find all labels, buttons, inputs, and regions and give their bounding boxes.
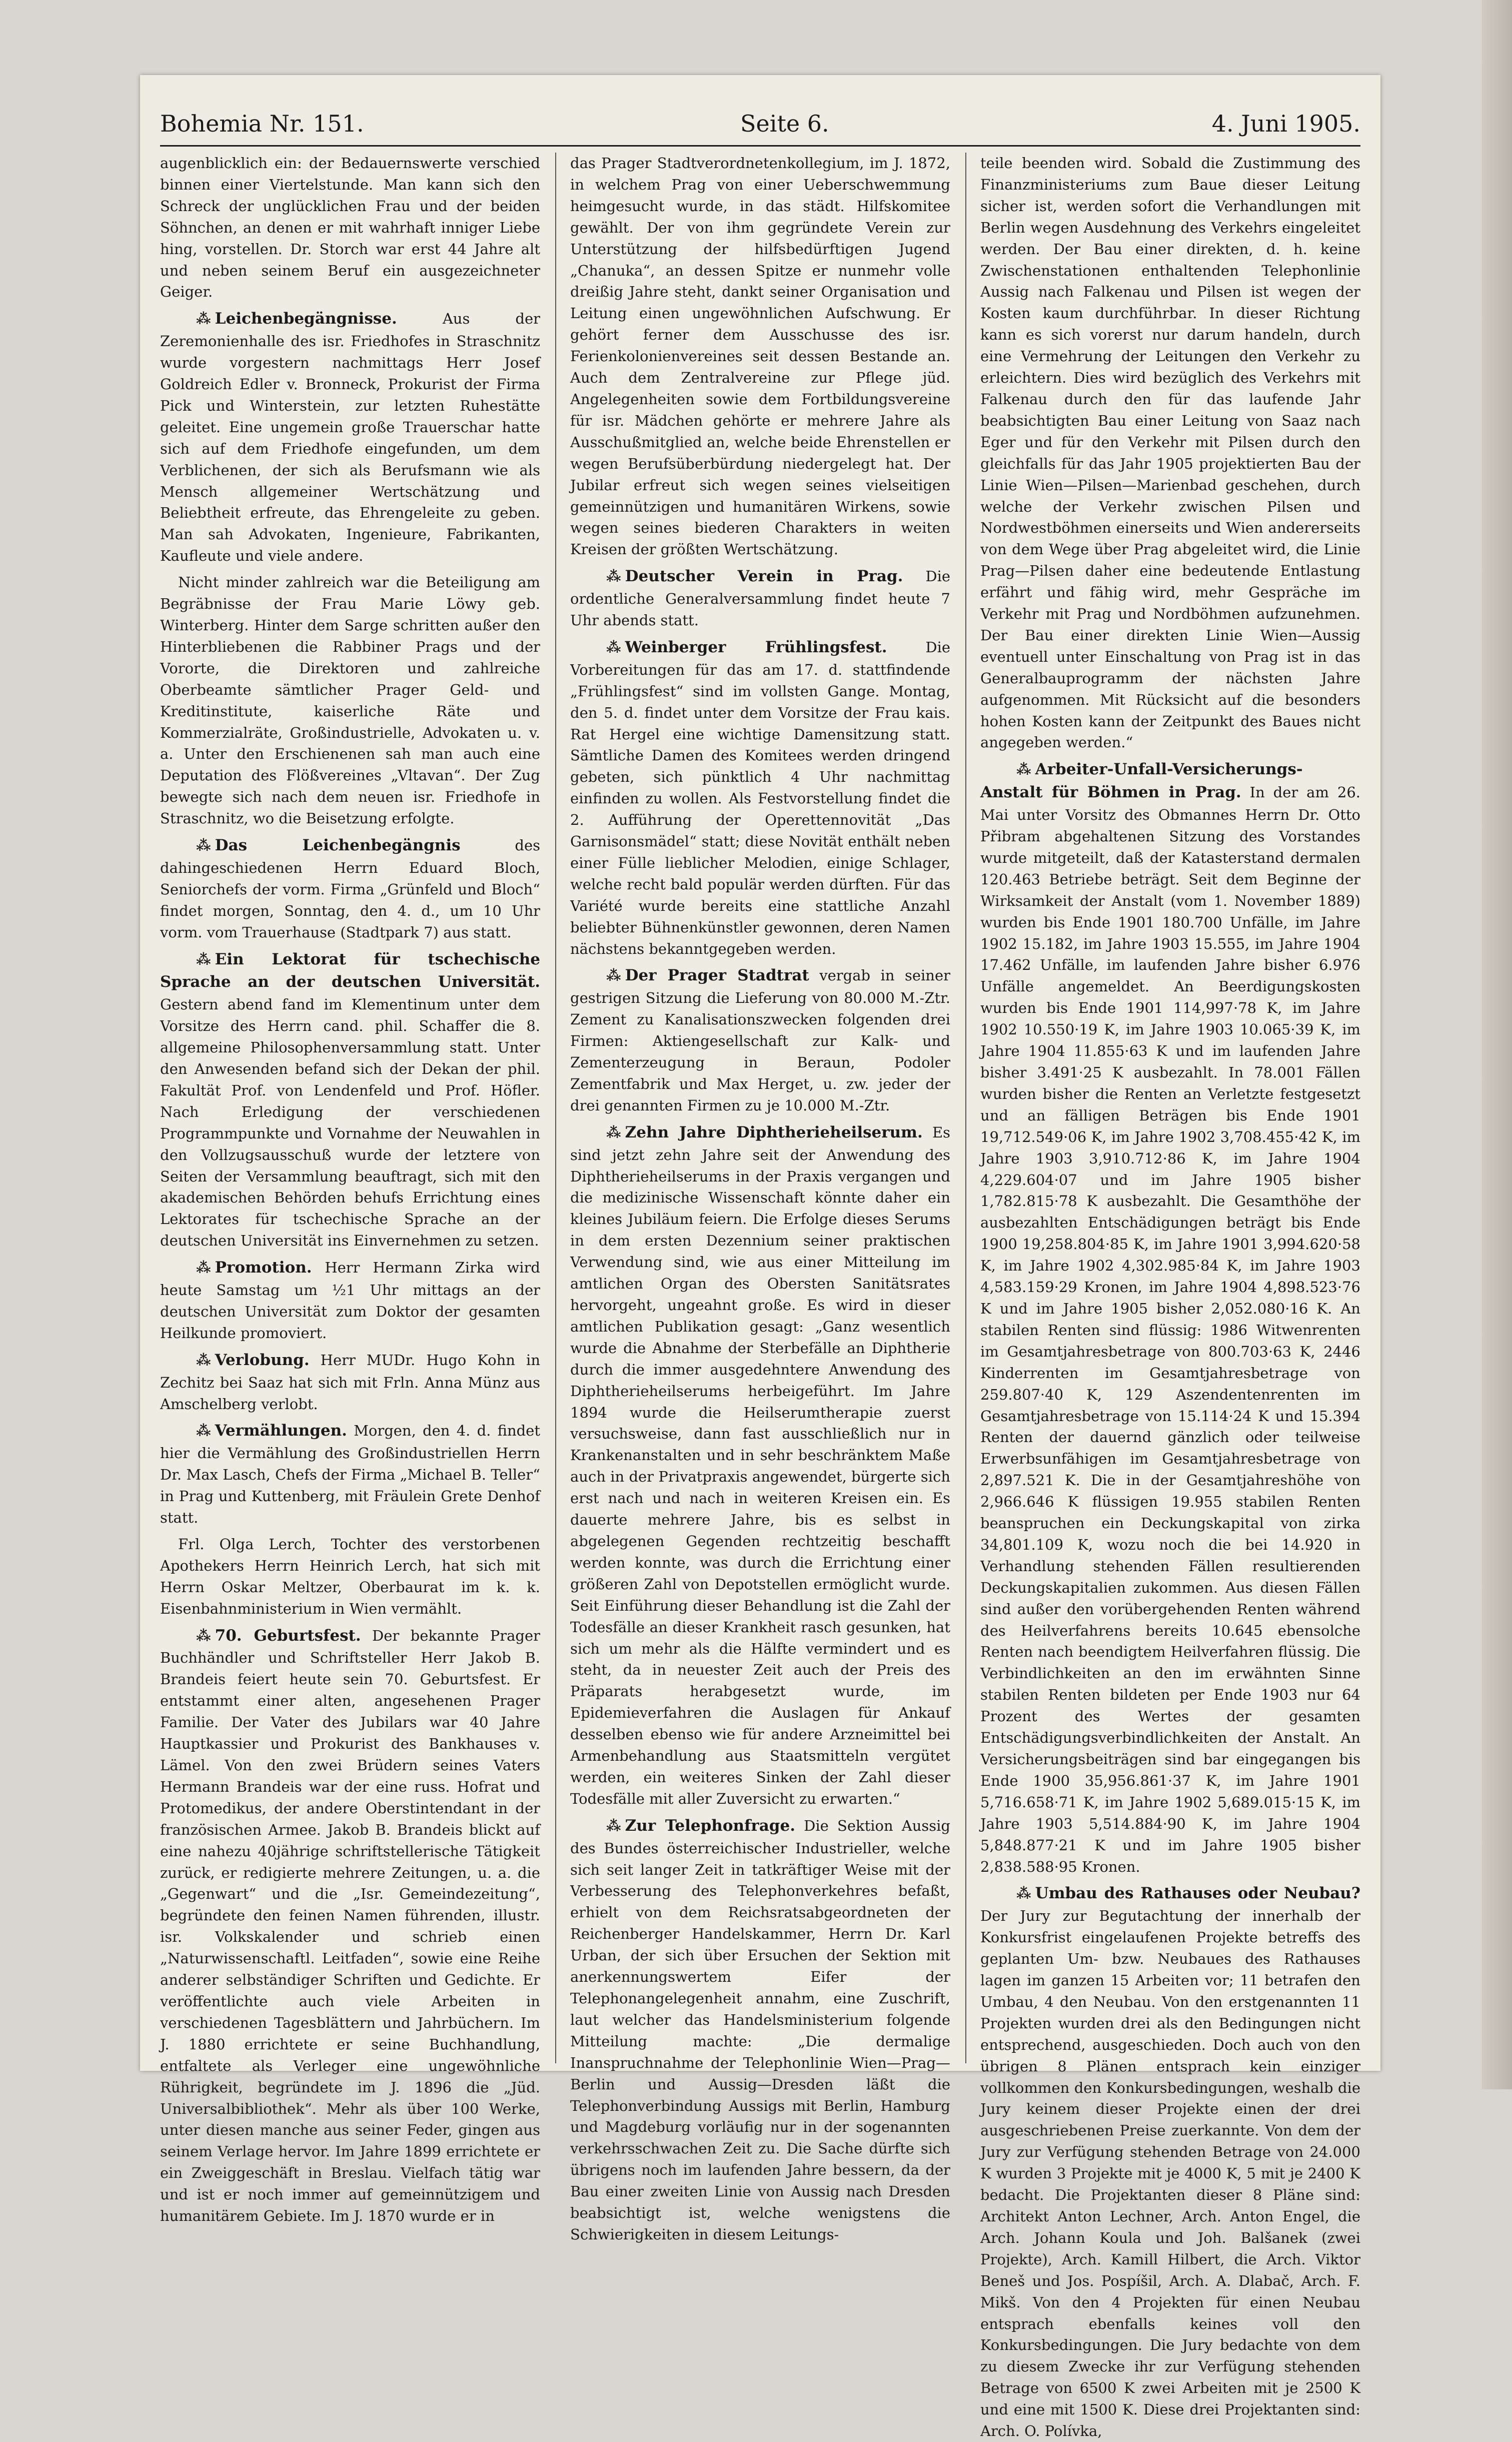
article-paragraph [570, 1121, 950, 1810]
newspaper-page [140, 75, 1380, 2440]
article-text: Die Sektion Aussig des Bundes österreichischer Industrieller, welche sich seit langer Zeit in tatkräftiger Weise mit der Verbesserung des Telephonverkehres befaßt, erhielt von dem Reichsratsabgeordneten der Reichenberger Handelskammer, Herrn Dr. Karl Urban, der sich über Ersuchen der Sektion mit anerkennungswertem Eifer der Telephonangelegenheit annahm, eine Zuschrift, laut welcher das Handelsministerium folgende Mitteilung machte: „Die dermalige Inanspruchnahme der Telephonlinie Wien—Prag—Berlin und Aussig—Dresden läßt die Telephonverbindung Aussigs mit Berlin, Hamburg und Magdeburg vorläufig nur in der sogenannten verkehrsschwachen Zeit zu. Die Sache dürfte sich übrigens noch im laufenden Jahre bessern, da der Bau einer zweiten Linie von Aussig nach Dresden beabsichtigt ist, welche wenigstens die Schwierigkeiten in diesem Leitungs- [570, 1817, 950, 2243]
article-paragraph [980, 758, 1360, 1877]
article-headline: Arbeiter-Unfall-Versicherungs-Anstalt für Böhmen in Prag. [980, 760, 1303, 802]
article-paragraph [160, 153, 540, 303]
article-paragraph [570, 1815, 950, 2245]
article-text: Die Vorbereitungen für das am 17. d. stattfindende „Frühlingsfest“ sind im vollsten Gange. Montag, den 5. d. findet unter dem Vorsitze der Frau kais. Rat Hergel eine wichtige Damensitzung statt. Sämtliche Damen des Komitees werden dringend gebeten, sich pünktlich 4 Uhr nachmittag einfinden zu wollen. Als Festvorstellung findet die 2. Aufführung der Operettennovität „Das Garnisonsmädel“ statt; diese Novität enthält neben einer Fülle lieblicher Melodien, einige Schlager, welche recht bald populär werden dürften. Für das Variété wurde bereits eine stattliche Anzahl beliebter Bühnenkünstler gewonnen, deren Namen nächstens bekanntgegeben werden. [570, 638, 951, 957]
article-headline: Promotion. [215, 1259, 312, 1277]
bullet-ornament: ⁂ [606, 967, 621, 984]
article-paragraph [160, 1625, 540, 2227]
article-text: Herr MUDr. Hugo Kohn in Zechitz bei Saaz hat sich mit Frln. Anna Münz aus Amschelberg verlobt. [160, 1351, 540, 1413]
column-2 [570, 153, 951, 2243]
article-paragraph [570, 153, 950, 560]
bullet-ornament: ⁂ [196, 1351, 211, 1369]
article-headline: Vermählungen. [215, 1422, 347, 1440]
article-paragraph [570, 964, 950, 1116]
article-text: Morgen, den 4. d. findet hier die Vermählung des Großindustriellen Herrn Dr. Max Lasch, Chefs der Firma „Michael B. Teller“ in Prag und Kuttenberg, mit Fräulein Grete Denhof statt. [160, 1422, 541, 1527]
article-headline: Verlobung. [215, 1351, 310, 1369]
article-headline: Weinberger Frühlingsfest. [625, 638, 887, 656]
article-text: Es sind jetzt zehn Jahre seit der Anwendung des Diphtherieheilserums in der Praxis vergangen und die medizinische Wissenschaft könnte daher ein kleines Jubiläum feiern. Die Erfolge dieses Serums in dem ersten Dezennium seiner praktischen Verwendung sind, wie aus einer Mitteilung im amtlichen Organ des Obersten Sanitätsrates hervorgeht, ungeahnt große. Es wird in dieser amtlichen Publikation gesagt: „Ganz wesentlich wurde die Abnahme der Sterbefälle an Diphtherie durch die immer ausgedehntere Anwendung des Diphtherieheilserums herbeigeführt. Im Jahre 1894 wurde die Heilserumtherapie zuerst versuchsweise, dann fast ausschließlich nur in Krankenanstalten und in sehr beschränktem Maße auch in der Privatpraxis angewendet, bürgerte sich erst nach und nach in weiteren Kreisen ein. Es dauerte mehrere Jahre, bis es selbst in abgelegenen Gegenden rechtzeitig beschafft werden konnte, was durch die Errichtung einer größeren Zahl von Depotstellen ermöglicht wurde. Seit Einführung dieser Behandlung ist die Zahl der Todesfälle an dieser Krankheit rasch gesunken, hat sich um mehr als die Hälfte vermindert und es steht, da in neuester Zeit auch der Preis des Präparats herabgesetzt wurde, im Epidemieverfahren die Auslagen für Ankauf desselben ebenso wie für andere Arzneimittel bei Armenbehandlung aus Staatsmitteln vergütet werden, ein weiteres Sinken der Zahl dieser Todesfälle mit aller Zuversicht zu erwarten.“ [570, 1123, 951, 1807]
article-paragraph [980, 1882, 1360, 2442]
bullet-ornament: ⁂ [196, 1259, 211, 1277]
bullet-ornament: ⁂ [606, 568, 621, 585]
article-text: Die ordentliche Generalversammlung findet heute 7 Uhr abends statt. [570, 568, 951, 629]
bullet-ornament: ⁂ [606, 1817, 621, 1834]
column-divider [555, 153, 556, 2063]
article-headline: Deutscher Verein in Prag. [625, 567, 903, 586]
article-text: Herr Hermann Zirka wird heute Samstag um ½1 Uhr mittags an der deutschen Universität zum Doktor der gesamten Heilkunde promoviert. [160, 1259, 540, 1342]
page-header [160, 110, 1360, 145]
article-text: Der Jury zur Begutachtung der innerhalb der Konkursfrist eingelaufenen Projekte betreffs des geplanten Um- bzw. Neubaues des Rathauses lagen im ganzen 15 Arbeiten vor; 11 betrafen den Umbau, 4 den Neubau. Von den erstgenannten 11 Projekten wurden drei als den Bedingungen nicht entsprechend, ausgeschieden. Doch auch von den übrigen 8 Plänen entsprach kein einziger vollkommen den Konkursbedingungen, weshalb die Jury keinem dieser Projekte einen der drei ausgeschriebenen Preise zuerkannte. Von dem der Jury zur Verfügung stehenden Betrage von 24.000 K wurden 3 Projekte mit je 4000 K, 5 mit je 2400 K bedacht. Die Projektanten dieser 8 Pläne sind: Architekt Anton Lechner, Arch. Anton Engel, die Arch. Johann Koula und Joh. Balšanek (zwei Projekte), Arch. Kamill Hilbert, die Arch. Viktor Beneš und Jos. Pospíšil, Arch. A. Dlabač, Arch. F. Mikš. Von den 4 Projekten für einen Neubau entsprach ebenfalls keines voll den Konkursbedingungen. Die Jury bedachte von dem zu diesem Zwecke ihr zur Verfügung stehenden Betrage von 6500 K zwei Arbeiten mit je 2500 K und eine mit 1500 K. Diese drei Projektanten sind: Arch. O. Polívka, [980, 1907, 1360, 2440]
article-headline: Ein Lektorat für tschechische Sprache an der deutschen Universität. [160, 950, 540, 991]
article-text: In der am 26. Mai unter Vorsitz des Obmannes Herrn Dr. Otto Přibram abgehaltenen Sitzung des Vorstandes wurde mitgeteilt, daß der Katasterstand dermalen 120.463 Betriebe beträgt. Seit dem Beginne der Wirksamkeit der Anstalt (vom 1. November 1889) wurden bis Ende 1901 180.700 Unfälle, im Jahre 1902 15.182, im Jahre 1903 15.555, im Jahre 1904 17.462 Unfälle, im laufenden Jahre bisher 6.976 Unfälle angemeldet. An Beerdigungskosten wurden bis Ende 1901 114,997·78 K, im Jahre 1902 10.550·19 K, im Jahre 1903 10.065·39 K, im Jahre 1904 11.855·63 K und im laufenden Jahre bisher 3.491·25 K ausbezahlt. In 78.001 Fällen wurden bisher die Renten an Verletzte festgesetzt und an fälligen Beträgen bis Ende 1901 19,712.549·06 K, im Jahre 1902 3,708.455·42 K, im Jahre 1903 3,910.712·86 K, im Jahre 1904 4,229.604·07 und im Jahre 1905 bisher 1,782.815·78 K ausbezahlt. Die Gesamthöhe der ausbezahlten Entschädigungen beträgt bis Ende 1900 19,258.804·85 K, im Jahre 1901 3,994.620·58 K, im Jahre 1902 4,302.985·84 K, im Jahre 1903 4,583.159·29 Kronen, im Jahre 1904 4,898.523·76 K und im Jahre 1905 bisher 2,052.080·16 K. An stabilen Renten sind flüssig: 1986 Witwenrenten im Gesamtjahresbetrage von 800.703·63 K, 2446 Kinderrenten im Gesamtjahresbetrage von 259.807·40 K, 129 Aszendentenrenten im Gesamtjahresbetrage von 15.114·24 K und 15.394 Renten der dauernd gänzlich oder teilweise Erwerbsunfähigen im Gesamtjahresbetrage von 2,897.521 K. Die in der Gesamtjahreshöhe von 2,966.646 K flüssigen 19.955 stabilen Renten beanspruchen ein Deckungskapital von zirka 34,801.109 K, wozu noch die bei 14.920 in Verhandlung stehenden Fällen resultierenden Deckungskapitalien zukommen. Aus diesen Fällen sind außer den vorübergehenden Renten während des Heilverfahrens bereits 10.645 ebensolche Renten nach beendigtem Heilverfahren flüssig. Die Verbindlichkeiten an den im erwähnten Sinne stabilen Renten bildeten per Ende 1903 nur 64 Prozent des Wertes der gesamten Entschädigungsverbindlichkeiten der Anstalt. An Versicherungsbeiträgen sind bar eingegangen bis Ende 1900 35,956.861·37 K, im Jahre 1901 5,716.658·71 K, im Jahre 1902 5,689.015·15 K, im Jahre 1903 5,514.884·90 K, im Jahre 1904 5,848.877·21 K und im Jahre 1905 bisher 2,838.588·95 Kronen. [980, 784, 1360, 1875]
article-headline: Zehn Jahre Diphtherieheilserum. [625, 1123, 923, 1141]
article-paragraph [570, 565, 950, 631]
article-text: Aus der Zeremonienhalle des isr. Friedhofes in Straschnitz wurde vorgestern nachmittags Herr Josef Goldreich Edler v. Bronneck, Prokurist der Firma Pick und Winterstein, zur letzten Ruhestätte geleitet. Eine ungemein große Trauerschar hatte sich auf dem Friedhofe eingefunden, um dem Verblichenen, der sich als Berufsmann wie als Mensch allgemeiner Wertschätzung und Beliebtheit erfreute, das Ehrengeleite zu geben. Man sah Advokaten, Ingenieure, Fabrikanten, Kaufleute und viele andere. [160, 310, 541, 565]
column-3 [980, 153, 1360, 2440]
article-paragraph [160, 308, 540, 567]
bullet-ornament: ⁂ [196, 1627, 211, 1644]
article-headline: Umbau des Rathauses oder Neubau? [1035, 1884, 1360, 1903]
article-text: Nicht minder zahlreich war die Beteiligung am Begräbnisse der Frau Marie Löwy geb. Winterberg. Hinter dem Sarge schritten außer den Hinterbliebenen die Rabbiner Prags und der Vororte, die Direktoren und zahlreiche Oberbeamte sämtlicher Prager Geld- und Kreditinstitute, kaiserliche Räte und Kommerzialräte, Großindustrielle, Advokaten u. v. a. Unter den Erschienenen sah man auch eine Deputation des Flößvereines „Vltavan“. Der Zug bewegte sich nach dem neuen isr. Friedhofe in Straschnitz, wo die Beisetzung erfolgte. [160, 574, 540, 827]
bullet-ornament: ⁂ [196, 950, 211, 968]
article-paragraph [160, 1349, 540, 1415]
article-headline: Leichenbegängnisse. [215, 310, 397, 328]
article-paragraph [160, 948, 540, 1252]
article-text: das Prager Stadtverordnetenkollegium, im J. 1872, in welchem Prag von einer Ueberschwemmung heimgesucht wurde, in das städt. Hilfskomitee gewählt. Der von ihm gegründete Verein zur Unterstützung der hilfsbedürftigen Jugend „Chanuka“, an dessen Spitze er nunmehr volle dreißig Jahre steht, dankt seiner Organisation und Leitung einen ungewöhnlichen Aufschwung. Er gehört ferner dem Ausschusse des isr. Ferienkolonienvereines seit dessen Bestande an. Auch dem Zentralvereine zur Pflege jüd. Angelegenheiten sowie dem Fortbildungsvereine für isr. Mädchen gehörte er mehrere Jahre als Ausschußmitglied an, welche beide Ehrenstellen er wegen Berufsüberbürdung niedergelegt hat. Der Jubilar erfreut sich wegen seines vielseitigen gemeinnützigen und humanitären Wirkens, sowie wegen seines biederen Charakters in weiten Kreisen der größten Wertschätzung. [570, 155, 950, 558]
bullet-ornament: ⁂ [196, 310, 211, 328]
article-text: Der bekannte Prager Buchhändler und Schriftsteller Herr Jakob B. Brandeis feiert heute sein 70. Geburtsfest. Er entstammt einer alten, angesehenen Prager Familie. Der Vater des Jubilars war 40 Jahre Hauptkassier und Prokurist des Bankhauses v. Lämel. Von den zwei Brüdern seines Vaters Hermann Brandeis war der eine russ. Hofrat und Protomedikus, der andere Oberstintendant in der französischen Armee. Jakob B. Brandeis blickt auf eine nahezu 40jährige schriftstellerische Tätigkeit zurück, er redigierte mehrere Zeitungen, u. a. die „Gegenwart“ und die „Isr. Gemeindezeitung“, begründete den feinen Namen führenden, illustr. isr. Volkskalender und schrieb einen „Naturwissenschaftl. Leitfaden“, sowie eine Reihe anderer selbständiger Schriften und Gedichte. Er veröffentlichte auch viele Arbeiten in verschiedenen Tagesblättern und Jahrbüchern. Im J. 1880 errichtete er seine Buchhandlung, entfaltete als Verleger eine ungewöhnliche Rührigkeit, begründete im J. 1896 die „Jüd. Universalbibliothek“. Mehr als über 100 Werke, unter diesen manche aus seiner Feder, gingen aus seinem Verlage hervor. Im Jahre 1899 errichtete er ein Zweiggeschäft in Breslau. Vielfach tätig war und ist er noch immer auf gemeinnützigem und humanitärem Gebiete. Im J. 1870 wurde er in [160, 1627, 540, 2225]
masthead: Bohemia Nr. 151. [160, 110, 364, 137]
column-1 [160, 153, 541, 2225]
article-text: des dahingeschiedenen Herrn Eduard Bloch, Seniorchefs der vorm. Firma „Grünfeld und Bloch“ findet morgen, Sonntag, den 4. d., um 10 Uhr vorm. vom Trauerhause (Stadtpark 7) aus statt. [160, 837, 540, 941]
article-paragraph [160, 572, 540, 829]
article-headline: Zur Telephonfrage. [625, 1816, 795, 1835]
article-text: Frl. Olga Lerch, Tochter des verstorbenen Apothekers Herrn Heinrich Lerch, hat sich mit Herrn Oskar Meltzer, Oberbaurat im k. k. Eisenbahnministerium in Wien vermählt. [160, 1535, 540, 1617]
article-paragraph [160, 1420, 540, 1529]
bullet-ornament: ⁂ [196, 837, 211, 854]
article-headline: Das Leichenbegängnis [215, 836, 461, 855]
article-text: vergab in seiner gestrigen Sitzung die Lieferung von 80.000 M.-Ztr. Zement zu Kanalisationszwecken folgenden drei Firmen: Aktiengesellschaft zur Kalk- und Zementerzeugung in Beraun, Podoler Zementfabrik und Max Herget, u. zw. jeder der drei genannten Firmen zu je 10.000 M.-Ztr. [570, 967, 951, 1114]
bullet-ornament: ⁂ [196, 1422, 211, 1440]
article-paragraph [980, 153, 1360, 753]
article-headline: Der Prager Stadtrat [625, 966, 809, 985]
article-paragraph [570, 636, 950, 960]
article-text: Gestern abend fand im Klementinum unter dem Vorsitze des Herrn cand. phil. Schaffer die 8. allgemeine Philosophenversammlung statt. Unter den Anwesenden befand sich der Dekan der phil. Fakultät Prof. von Lendenfeld und Prof. Höfler. Nach Erledigung der verschiedenen Programmpunkte und Vornahme der Neuwahlen in den Vollzugsausschuß wurde der letztere von Seiten der Versammlung beauftragt, sich mit den akademischen Behörden behufs Errichtung eines Lektorates für tschechische Sprache an der deutschen Universität ins Einvernehmen zu setzen. [160, 996, 540, 1250]
bullet-ornament: ⁂ [606, 1123, 621, 1141]
bullet-ornament: ⁂ [1016, 761, 1031, 778]
issue-date: 4. Juni 1905. [1211, 110, 1360, 137]
header-rule [160, 145, 1360, 147]
article-headline: 70. Geburtsfest. [215, 1626, 361, 1645]
article-text: teile beenden wird. Sobald die Zustimmung des Finanzministeriums zum Baue dieser Leitung sicher ist, werden sofort die Verhandlungen mit Berlin wegen Ausdehnung des Verkehrs eingeleitet werden. Der Bau einer direkten, d. h. keine Zwischenstationen enthaltenden Telephonlinie Aussig nach Falkenau und Pilsen ist wegen der Kosten kaum durchführbar. In dieser Richtung kann es sich vorerst nur darum handeln, durch eine Vermehrung der Leitungen den Verkehr zu erleichtern. Dies wird bezüglich des Verkehrs mit Falkenau durch den für das laufende Jahr beabsichtigten Bau einer Leitung von Saaz nach Eger und für den Verkehr mit Pilsen durch den gleichfalls für das Jahr 1905 projektierten Bau der Linie Wien—Pilsen—Marienbad geschehen, durch welche der Verkehr zwischen Pilsen und Nordwestböhmen einerseits und Wien andererseits von dem Wege über Prag abgeleitet wird, die Linie Prag—Pilsen daher eine bedeutende Entlastung erfährt und fähig wird, mehr Gespräche im Verkehr mit Prag und Nordböhmen aufzunehmen. Der Bau einer direkten Linie Wien—Aussig eventuell unter Einschaltung von Prag ist in das Generalbauprogramm der nächsten Jahre aufgenommen. Mit Rücksicht auf die besonders hohen Kosten kann der Zeitpunkt des Baues nicht angegeben werden.“ [980, 155, 1360, 751]
article-paragraph [160, 1534, 540, 1620]
article-text: augenblicklich ein: der Bedauernswerte verschied binnen einer Viertelstunde. Man kann sich den Schreck der unglücklichen Frau und der beiden Söhnchen, an denen er mit wahrhaft inniger Liebe hing, vorstellen. Dr. Storch war erst 44 Jahre alt und neben seinem Beruf ein ausgezeichneter Geiger. [160, 155, 540, 301]
article-paragraph [160, 834, 540, 943]
bullet-ornament: ⁂ [1016, 1885, 1031, 1902]
article-paragraph [160, 1257, 540, 1344]
page-edge [1482, 0, 1512, 2089]
page-number: Seite 6. [740, 110, 829, 137]
bullet-ornament: ⁂ [606, 638, 621, 656]
column-divider [965, 153, 966, 2063]
